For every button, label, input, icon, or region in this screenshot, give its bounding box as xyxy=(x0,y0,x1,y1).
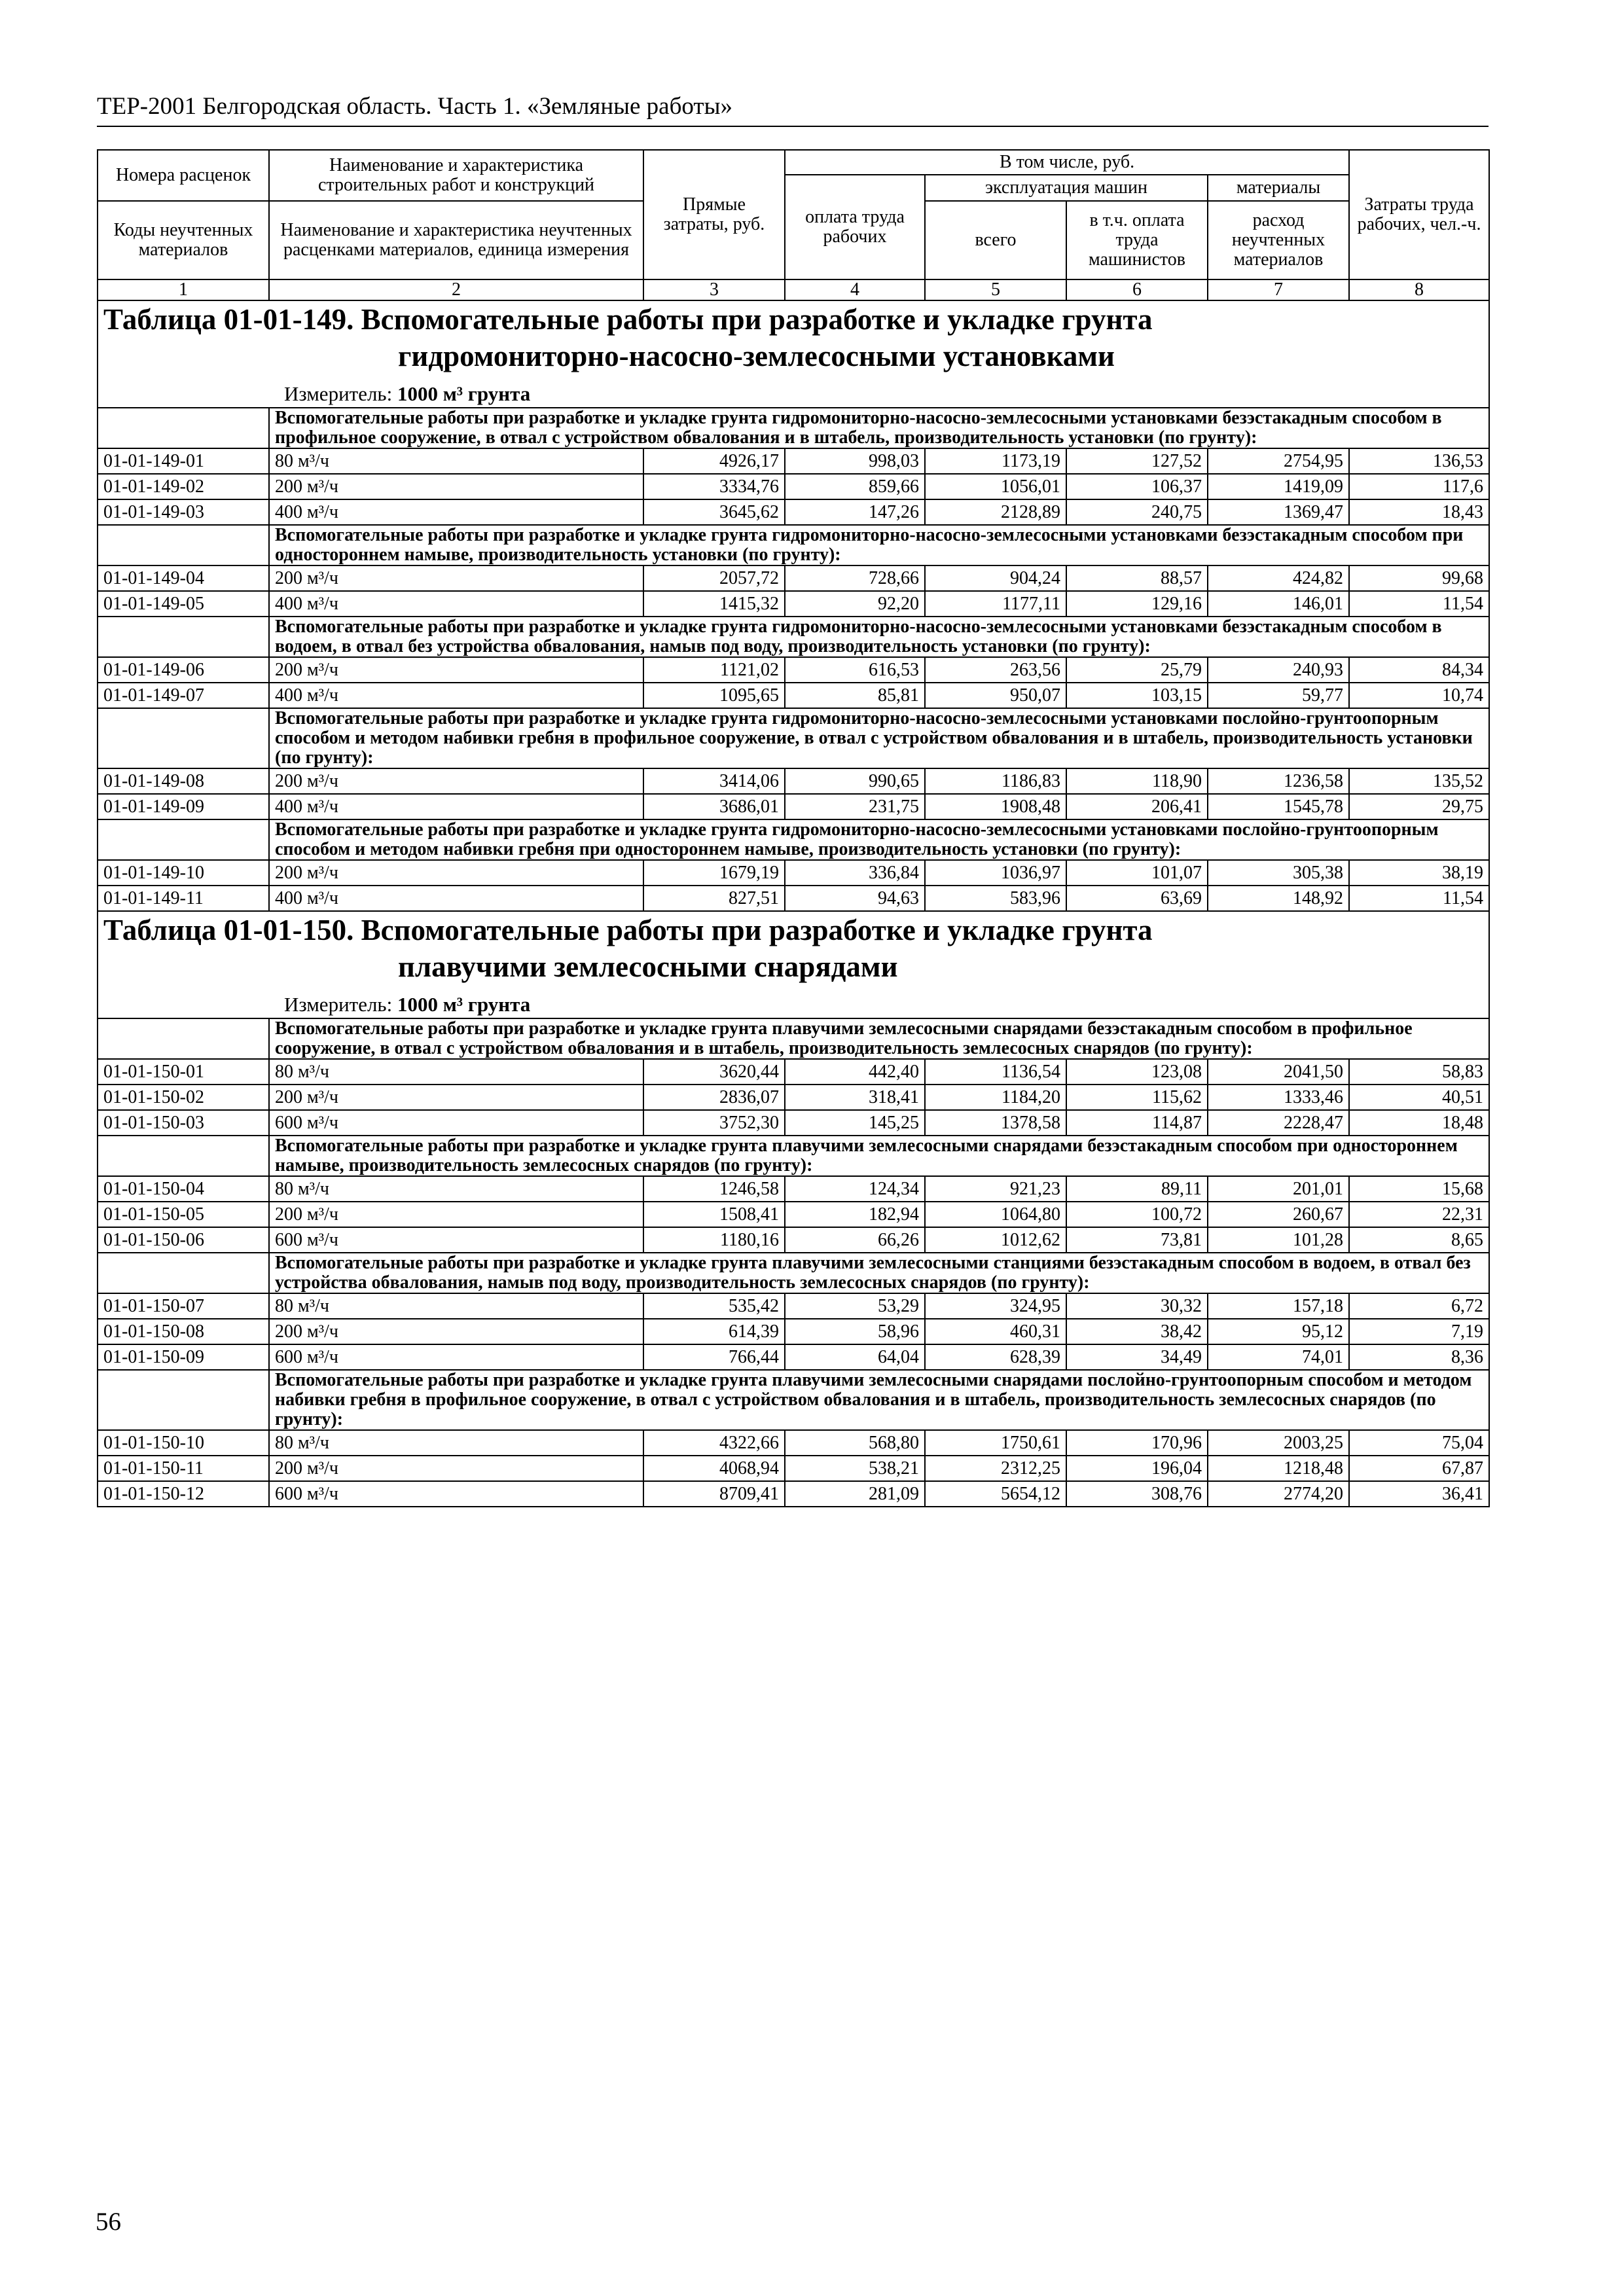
head-machines-total: всего xyxy=(925,201,1066,279)
labor-hours-cell: 7,19 xyxy=(1349,1319,1489,1344)
labor-hours-cell: 136,53 xyxy=(1349,448,1489,474)
group-description: Вспомогательные работы при разработке и укладке грунта гидромониторно-насосно-землесосными установками безэстакадным способом в водоем, в отвал без устройства обвалования, намыв под воду, производительность установки (по грунту): xyxy=(269,617,1489,657)
direct-costs-cell: 1246,58 xyxy=(643,1176,785,1202)
head-materials: материалы xyxy=(1208,175,1349,201)
capacity-cell: 80 м³/ч xyxy=(269,1059,643,1085)
labor-pay-cell: 990,65 xyxy=(785,768,925,794)
rate-code-cell: 01-01-150-08 xyxy=(98,1319,269,1344)
materials-cell: 201,01 xyxy=(1208,1176,1349,1202)
materials-cell: 1419,09 xyxy=(1208,474,1349,499)
labor-pay-cell: 336,84 xyxy=(785,860,925,886)
machinists-pay-cell: 106,37 xyxy=(1066,474,1208,499)
materials-cell: 59,77 xyxy=(1208,683,1349,708)
labor-hours-cell: 11,54 xyxy=(1349,591,1489,617)
machines-total-cell: 904,24 xyxy=(925,565,1066,591)
materials-cell: 146,01 xyxy=(1208,591,1349,617)
materials-cell: 157,18 xyxy=(1208,1293,1349,1319)
rate-code-cell: 01-01-149-06 xyxy=(98,657,269,683)
machinists-pay-cell: 103,15 xyxy=(1066,683,1208,708)
group-description: Вспомогательные работы при разработке и укладке грунта гидромониторно-насосно-землесосными установками безэстакадным способом при одностороннем намыве, производительность установки (по грунту): xyxy=(269,525,1489,565)
group-code-cell xyxy=(98,1253,269,1293)
labor-hours-cell: 8,36 xyxy=(1349,1344,1489,1370)
labor-pay-cell: 92,20 xyxy=(785,591,925,617)
machinists-pay-cell: 101,07 xyxy=(1066,860,1208,886)
capacity-cell: 200 м³/ч xyxy=(269,1319,643,1344)
table-row xyxy=(98,1319,1489,1344)
materials-cell: 148,92 xyxy=(1208,886,1349,911)
labor-hours-cell: 11,54 xyxy=(1349,886,1489,911)
page xyxy=(97,92,1489,1507)
machines-total-cell: 1750,61 xyxy=(925,1430,1066,1456)
direct-costs-cell: 1180,16 xyxy=(643,1227,785,1253)
capacity-cell: 80 м³/ч xyxy=(269,1176,643,1202)
measurement-label: Измеритель: xyxy=(284,993,393,1016)
column-number: 4 xyxy=(785,279,925,300)
rate-code-cell: 01-01-149-08 xyxy=(98,768,269,794)
table-title-line: плавучими землесосными снарядами xyxy=(398,950,898,983)
group-header-row xyxy=(98,408,1489,448)
rate-code-cell: 01-01-150-03 xyxy=(98,1110,269,1136)
group-code-cell xyxy=(98,1136,269,1176)
section-title-cell xyxy=(98,300,1489,408)
column-number: 8 xyxy=(1349,279,1489,300)
labor-pay-cell: 64,04 xyxy=(785,1344,925,1370)
table-row xyxy=(98,1430,1489,1456)
labor-pay-cell: 859,66 xyxy=(785,474,925,499)
machinists-pay-cell: 63,69 xyxy=(1066,886,1208,911)
capacity-cell: 80 м³/ч xyxy=(269,1430,643,1456)
labor-pay-cell: 616,53 xyxy=(785,657,925,683)
labor-pay-cell: 318,41 xyxy=(785,1085,925,1110)
labor-hours-cell: 36,41 xyxy=(1349,1481,1489,1507)
labor-pay-cell: 998,03 xyxy=(785,448,925,474)
rate-code-cell: 01-01-149-04 xyxy=(98,565,269,591)
group-description: Вспомогательные работы при разработке и укладке грунта гидромониторно-насосно-землесосными установками послойно-грунтоопорным способом и методом набивки гребня в профильное сооружение, в отвал с устройством обвалования и в штабель, производительность установки (по грунту): xyxy=(269,708,1489,768)
capacity-cell: 200 м³/ч xyxy=(269,565,643,591)
group-description: Вспомогательные работы при разработке и укладке грунта гидромониторно-насосно-землесосными установками безэстакадным способом в профильное сооружение, в отвал с устройством обвалования и в штабель, производительность установки (по грунту): xyxy=(269,408,1489,448)
rate-code-cell: 01-01-149-01 xyxy=(98,448,269,474)
table-row xyxy=(98,1085,1489,1110)
rate-code-cell: 01-01-149-11 xyxy=(98,886,269,911)
measurement-value: 1000 м³ грунта xyxy=(397,382,531,405)
capacity-cell: 400 м³/ч xyxy=(269,591,643,617)
machinists-pay-cell: 89,11 xyxy=(1066,1176,1208,1202)
section-title-cell xyxy=(98,911,1489,1018)
group-header-row xyxy=(98,525,1489,565)
machines-total-cell: 263,56 xyxy=(925,657,1066,683)
direct-costs-cell: 3334,76 xyxy=(643,474,785,499)
materials-cell: 1236,58 xyxy=(1208,768,1349,794)
machinists-pay-cell: 206,41 xyxy=(1066,794,1208,819)
group-header-row xyxy=(98,1370,1489,1430)
machines-total-cell: 950,07 xyxy=(925,683,1066,708)
column-number: 2 xyxy=(269,279,643,300)
machinists-pay-cell: 123,08 xyxy=(1066,1059,1208,1085)
table-row xyxy=(98,448,1489,474)
labor-hours-cell: 18,43 xyxy=(1349,499,1489,525)
section-title-row xyxy=(98,911,1489,1018)
rate-code-cell: 01-01-149-07 xyxy=(98,683,269,708)
column-number: 1 xyxy=(98,279,269,300)
measurement-unit xyxy=(103,381,1483,407)
rate-code-cell: 01-01-150-09 xyxy=(98,1344,269,1370)
head-machinists-pay: в т.ч. оплата труда машинистов xyxy=(1066,201,1208,279)
column-number: 3 xyxy=(643,279,785,300)
machines-total-cell: 1064,80 xyxy=(925,1202,1066,1227)
labor-hours-cell: 117,6 xyxy=(1349,474,1489,499)
table-row xyxy=(98,886,1489,911)
group-description: Вспомогательные работы при разработке и укладке грунта плавучими землесосными снарядами послойно-грунтоопорным способом и методом набивки гребня в профильное сооружение, в отвал с устройством обвалования и в штабель, производительность землесосных снарядов (по грунту): xyxy=(269,1370,1489,1430)
machines-total-cell: 1056,01 xyxy=(925,474,1066,499)
direct-costs-cell: 3686,01 xyxy=(643,794,785,819)
materials-cell: 305,38 xyxy=(1208,860,1349,886)
machines-total-cell: 1036,97 xyxy=(925,860,1066,886)
head-direct-costs: Прямые затраты, руб. xyxy=(643,150,785,279)
capacity-cell: 400 м³/ч xyxy=(269,683,643,708)
direct-costs-cell: 2836,07 xyxy=(643,1085,785,1110)
direct-costs-cell: 2057,72 xyxy=(643,565,785,591)
machines-total-cell: 1184,20 xyxy=(925,1085,1066,1110)
direct-costs-cell: 1415,32 xyxy=(643,591,785,617)
group-description: Вспомогательные работы при разработке и укладке грунта гидромониторно-насосно-землесосными установками послойно-грунтоопорным способом и методом набивки гребня при одностороннем намыве, производительность установки (по грунту): xyxy=(269,819,1489,860)
table-row xyxy=(98,1110,1489,1136)
labor-pay-cell: 66,26 xyxy=(785,1227,925,1253)
group-header-row xyxy=(98,617,1489,657)
direct-costs-cell: 3620,44 xyxy=(643,1059,785,1085)
labor-pay-cell: 182,94 xyxy=(785,1202,925,1227)
machinists-pay-cell: 115,62 xyxy=(1066,1085,1208,1110)
labor-hours-cell: 15,68 xyxy=(1349,1176,1489,1202)
machines-total-cell: 460,31 xyxy=(925,1319,1066,1344)
direct-costs-cell: 1679,19 xyxy=(643,860,785,886)
machinists-pay-cell: 118,90 xyxy=(1066,768,1208,794)
rate-code-cell: 01-01-150-11 xyxy=(98,1456,269,1481)
machines-total-cell: 2128,89 xyxy=(925,499,1066,525)
materials-cell: 2228,47 xyxy=(1208,1110,1349,1136)
labor-hours-cell: 84,34 xyxy=(1349,657,1489,683)
table-title-line: Таблица 01-01-149. Вспомогательные работы при разработке и укладке грунта xyxy=(103,303,1153,336)
materials-cell: 2003,25 xyxy=(1208,1430,1349,1456)
materials-cell: 1333,46 xyxy=(1208,1085,1349,1110)
head-machines: эксплуатация машин xyxy=(925,175,1208,201)
materials-cell: 1545,78 xyxy=(1208,794,1349,819)
rate-code-cell: 01-01-150-06 xyxy=(98,1227,269,1253)
direct-costs-cell: 1508,41 xyxy=(643,1202,785,1227)
group-description: Вспомогательные работы при разработке и укладке грунта плавучими землесосными снарядами безэстакадным способом в профильное сооружение, в отвал с устройством обвалования и в штабель, производительность землесосных снарядов (по грунту): xyxy=(269,1018,1489,1059)
materials-cell: 2041,50 xyxy=(1208,1059,1349,1085)
labor-hours-cell: 8,65 xyxy=(1349,1227,1489,1253)
capacity-cell: 200 м³/ч xyxy=(269,860,643,886)
labor-pay-cell: 568,80 xyxy=(785,1430,925,1456)
rates-table xyxy=(97,149,1490,1507)
group-description: Вспомогательные работы при разработке и укладке грунта плавучими землесосными снарядами безэстакадным способом при одностороннем намыве, производительность землесосных снарядов (по грунту): xyxy=(269,1136,1489,1176)
direct-costs-cell: 3414,06 xyxy=(643,768,785,794)
rate-code-cell: 01-01-149-03 xyxy=(98,499,269,525)
table-row xyxy=(98,1202,1489,1227)
machinists-pay-cell: 25,79 xyxy=(1066,657,1208,683)
labor-pay-cell: 94,63 xyxy=(785,886,925,911)
measurement-label: Измеритель: xyxy=(284,382,393,405)
machines-total-cell: 1177,11 xyxy=(925,591,1066,617)
labor-hours-cell: 99,68 xyxy=(1349,565,1489,591)
machines-total-cell: 921,23 xyxy=(925,1176,1066,1202)
head-labor-cost: Затраты труда рабочих, чел.-ч. xyxy=(1349,150,1489,279)
labor-hours-cell: 22,31 xyxy=(1349,1202,1489,1227)
labor-pay-cell: 147,26 xyxy=(785,499,925,525)
table-row xyxy=(98,591,1489,617)
materials-cell: 1218,48 xyxy=(1208,1456,1349,1481)
group-code-cell xyxy=(98,708,269,768)
table-title-line: Таблица 01-01-150. Вспомогательные работы при разработке и укладке грунта xyxy=(103,914,1153,946)
machinists-pay-cell: 34,49 xyxy=(1066,1344,1208,1370)
rate-code-cell: 01-01-150-01 xyxy=(98,1059,269,1085)
labor-pay-cell: 281,09 xyxy=(785,1481,925,1507)
rate-code-cell: 01-01-149-02 xyxy=(98,474,269,499)
machines-total-cell: 1136,54 xyxy=(925,1059,1066,1085)
table-row xyxy=(98,860,1489,886)
table-row xyxy=(98,474,1489,499)
head-col1-top: Номера расценок xyxy=(98,150,269,201)
group-code-cell xyxy=(98,1018,269,1059)
table-row xyxy=(98,657,1489,683)
direct-costs-cell: 4068,94 xyxy=(643,1456,785,1481)
table-title-line: гидромониторно-насосно-землесосными установками xyxy=(398,340,1115,372)
table-row xyxy=(98,499,1489,525)
rate-code-cell: 01-01-150-04 xyxy=(98,1176,269,1202)
machinists-pay-cell: 38,42 xyxy=(1066,1319,1208,1344)
table-row xyxy=(98,794,1489,819)
machinists-pay-cell: 30,32 xyxy=(1066,1293,1208,1319)
labor-pay-cell: 231,75 xyxy=(785,794,925,819)
labor-hours-cell: 10,74 xyxy=(1349,683,1489,708)
labor-hours-cell: 75,04 xyxy=(1349,1430,1489,1456)
head-col1-bottom: Коды неучтенных материалов xyxy=(98,201,269,279)
capacity-cell: 600 м³/ч xyxy=(269,1344,643,1370)
running-header: ТЕР-2001 Белгородская область. Часть 1. «Земляные работы» xyxy=(97,92,1489,127)
materials-cell: 424,82 xyxy=(1208,565,1349,591)
machinists-pay-cell: 170,96 xyxy=(1066,1430,1208,1456)
machinists-pay-cell: 114,87 xyxy=(1066,1110,1208,1136)
materials-cell: 260,67 xyxy=(1208,1202,1349,1227)
direct-costs-cell: 3752,30 xyxy=(643,1110,785,1136)
rate-code-cell: 01-01-150-02 xyxy=(98,1085,269,1110)
direct-costs-cell: 535,42 xyxy=(643,1293,785,1319)
capacity-cell: 200 м³/ч xyxy=(269,657,643,683)
materials-cell: 101,28 xyxy=(1208,1227,1349,1253)
labor-hours-cell: 67,87 xyxy=(1349,1456,1489,1481)
table-row xyxy=(98,1481,1489,1507)
table-head xyxy=(98,150,1489,300)
materials-cell: 1369,47 xyxy=(1208,499,1349,525)
head-materials-unaccounted: расход неучтенных материалов xyxy=(1208,201,1349,279)
machinists-pay-cell: 308,76 xyxy=(1066,1481,1208,1507)
machines-total-cell: 1012,62 xyxy=(925,1227,1066,1253)
machinists-pay-cell: 127,52 xyxy=(1066,448,1208,474)
machines-total-cell: 2312,25 xyxy=(925,1456,1066,1481)
table-row xyxy=(98,1456,1489,1481)
table-body xyxy=(98,300,1489,1507)
capacity-cell: 400 м³/ч xyxy=(269,499,643,525)
group-code-cell xyxy=(98,1370,269,1430)
table-row xyxy=(98,565,1489,591)
measurement-unit xyxy=(103,992,1483,1018)
capacity-cell: 200 м³/ч xyxy=(269,474,643,499)
labor-hours-cell: 38,19 xyxy=(1349,860,1489,886)
machines-total-cell: 1186,83 xyxy=(925,768,1066,794)
direct-costs-cell: 4926,17 xyxy=(643,448,785,474)
machinists-pay-cell: 100,72 xyxy=(1066,1202,1208,1227)
materials-cell: 240,93 xyxy=(1208,657,1349,683)
direct-costs-cell: 1121,02 xyxy=(643,657,785,683)
capacity-cell: 400 м³/ч xyxy=(269,886,643,911)
machines-total-cell: 324,95 xyxy=(925,1293,1066,1319)
table-row xyxy=(98,1344,1489,1370)
rate-code-cell: 01-01-150-07 xyxy=(98,1293,269,1319)
group-header-row xyxy=(98,1253,1489,1293)
rate-code-cell: 01-01-150-05 xyxy=(98,1202,269,1227)
labor-pay-cell: 58,96 xyxy=(785,1319,925,1344)
group-code-cell xyxy=(98,819,269,860)
direct-costs-cell: 8709,41 xyxy=(643,1481,785,1507)
direct-costs-cell: 4322,66 xyxy=(643,1430,785,1456)
measurement-value: 1000 м³ грунта xyxy=(397,993,531,1016)
rate-code-cell: 01-01-150-12 xyxy=(98,1481,269,1507)
direct-costs-cell: 614,39 xyxy=(643,1319,785,1344)
machines-total-cell: 1173,19 xyxy=(925,448,1066,474)
table-row xyxy=(98,1176,1489,1202)
materials-cell: 2774,20 xyxy=(1208,1481,1349,1507)
rate-code-cell: 01-01-149-05 xyxy=(98,591,269,617)
machines-total-cell: 583,96 xyxy=(925,886,1066,911)
machines-total-cell: 5654,12 xyxy=(925,1481,1066,1507)
group-code-cell xyxy=(98,408,269,448)
group-header-row xyxy=(98,1136,1489,1176)
column-number: 6 xyxy=(1066,279,1208,300)
capacity-cell: 80 м³/ч xyxy=(269,448,643,474)
head-col2-top: Наименование и характеристика строительных работ и конструкций xyxy=(269,150,643,201)
direct-costs-cell: 3645,62 xyxy=(643,499,785,525)
labor-pay-cell: 124,34 xyxy=(785,1176,925,1202)
group-header-row xyxy=(98,1018,1489,1059)
machinists-pay-cell: 129,16 xyxy=(1066,591,1208,617)
table-title xyxy=(103,912,1483,985)
capacity-cell: 200 м³/ч xyxy=(269,1085,643,1110)
direct-costs-cell: 766,44 xyxy=(643,1344,785,1370)
direct-costs-cell: 1095,65 xyxy=(643,683,785,708)
labor-hours-cell: 18,48 xyxy=(1349,1110,1489,1136)
capacity-cell: 400 м³/ч xyxy=(269,794,643,819)
capacity-cell: 200 м³/ч xyxy=(269,768,643,794)
machinists-pay-cell: 196,04 xyxy=(1066,1456,1208,1481)
machinists-pay-cell: 240,75 xyxy=(1066,499,1208,525)
capacity-cell: 600 м³/ч xyxy=(269,1481,643,1507)
capacity-cell: 80 м³/ч xyxy=(269,1293,643,1319)
labor-hours-cell: 6,72 xyxy=(1349,1293,1489,1319)
labor-hours-cell: 29,75 xyxy=(1349,794,1489,819)
head-labor-pay: оплата труда рабочих xyxy=(785,175,925,279)
head-col2-bottom: Наименование и характеристика неучтенных расценками материалов, единица измерения xyxy=(269,201,643,279)
rate-code-cell: 01-01-150-10 xyxy=(98,1430,269,1456)
table-title xyxy=(103,301,1483,374)
group-header-row xyxy=(98,819,1489,860)
machinists-pay-cell: 73,81 xyxy=(1066,1227,1208,1253)
machines-total-cell: 1378,58 xyxy=(925,1110,1066,1136)
labor-hours-cell: 135,52 xyxy=(1349,768,1489,794)
labor-hours-cell: 58,83 xyxy=(1349,1059,1489,1085)
labor-pay-cell: 728,66 xyxy=(785,565,925,591)
capacity-cell: 600 м³/ч xyxy=(269,1110,643,1136)
capacity-cell: 600 м³/ч xyxy=(269,1227,643,1253)
materials-cell: 95,12 xyxy=(1208,1319,1349,1344)
group-code-cell xyxy=(98,525,269,565)
labor-pay-cell: 85,81 xyxy=(785,683,925,708)
materials-cell: 2754,95 xyxy=(1208,448,1349,474)
table-row xyxy=(98,683,1489,708)
column-numbers-row xyxy=(98,279,1489,300)
table-row xyxy=(98,1293,1489,1319)
head-including: В том числе, руб. xyxy=(785,150,1349,175)
materials-cell: 74,01 xyxy=(1208,1344,1349,1370)
table-row xyxy=(98,768,1489,794)
group-description: Вспомогательные работы при разработке и укладке грунта плавучими землесосными станциями безэстакадным способом в водоем, в отвал без устройства обвалования, намыв под воду, производительность землесосных снарядов (по грунту): xyxy=(269,1253,1489,1293)
labor-pay-cell: 53,29 xyxy=(785,1293,925,1319)
group-code-cell xyxy=(98,617,269,657)
labor-pay-cell: 538,21 xyxy=(785,1456,925,1481)
column-number: 5 xyxy=(925,279,1066,300)
table-row xyxy=(98,1059,1489,1085)
machinists-pay-cell: 88,57 xyxy=(1066,565,1208,591)
group-header-row xyxy=(98,708,1489,768)
labor-hours-cell: 40,51 xyxy=(1349,1085,1489,1110)
column-number: 7 xyxy=(1208,279,1349,300)
labor-pay-cell: 442,40 xyxy=(785,1059,925,1085)
rate-code-cell: 01-01-149-10 xyxy=(98,860,269,886)
direct-costs-cell: 827,51 xyxy=(643,886,785,911)
table-row xyxy=(98,1227,1489,1253)
section-title-row xyxy=(98,300,1489,408)
machines-total-cell: 628,39 xyxy=(925,1344,1066,1370)
page-number: 56 xyxy=(96,2208,121,2236)
labor-pay-cell: 145,25 xyxy=(785,1110,925,1136)
rate-code-cell: 01-01-149-09 xyxy=(98,794,269,819)
machines-total-cell: 1908,48 xyxy=(925,794,1066,819)
capacity-cell: 200 м³/ч xyxy=(269,1456,643,1481)
capacity-cell: 200 м³/ч xyxy=(269,1202,643,1227)
